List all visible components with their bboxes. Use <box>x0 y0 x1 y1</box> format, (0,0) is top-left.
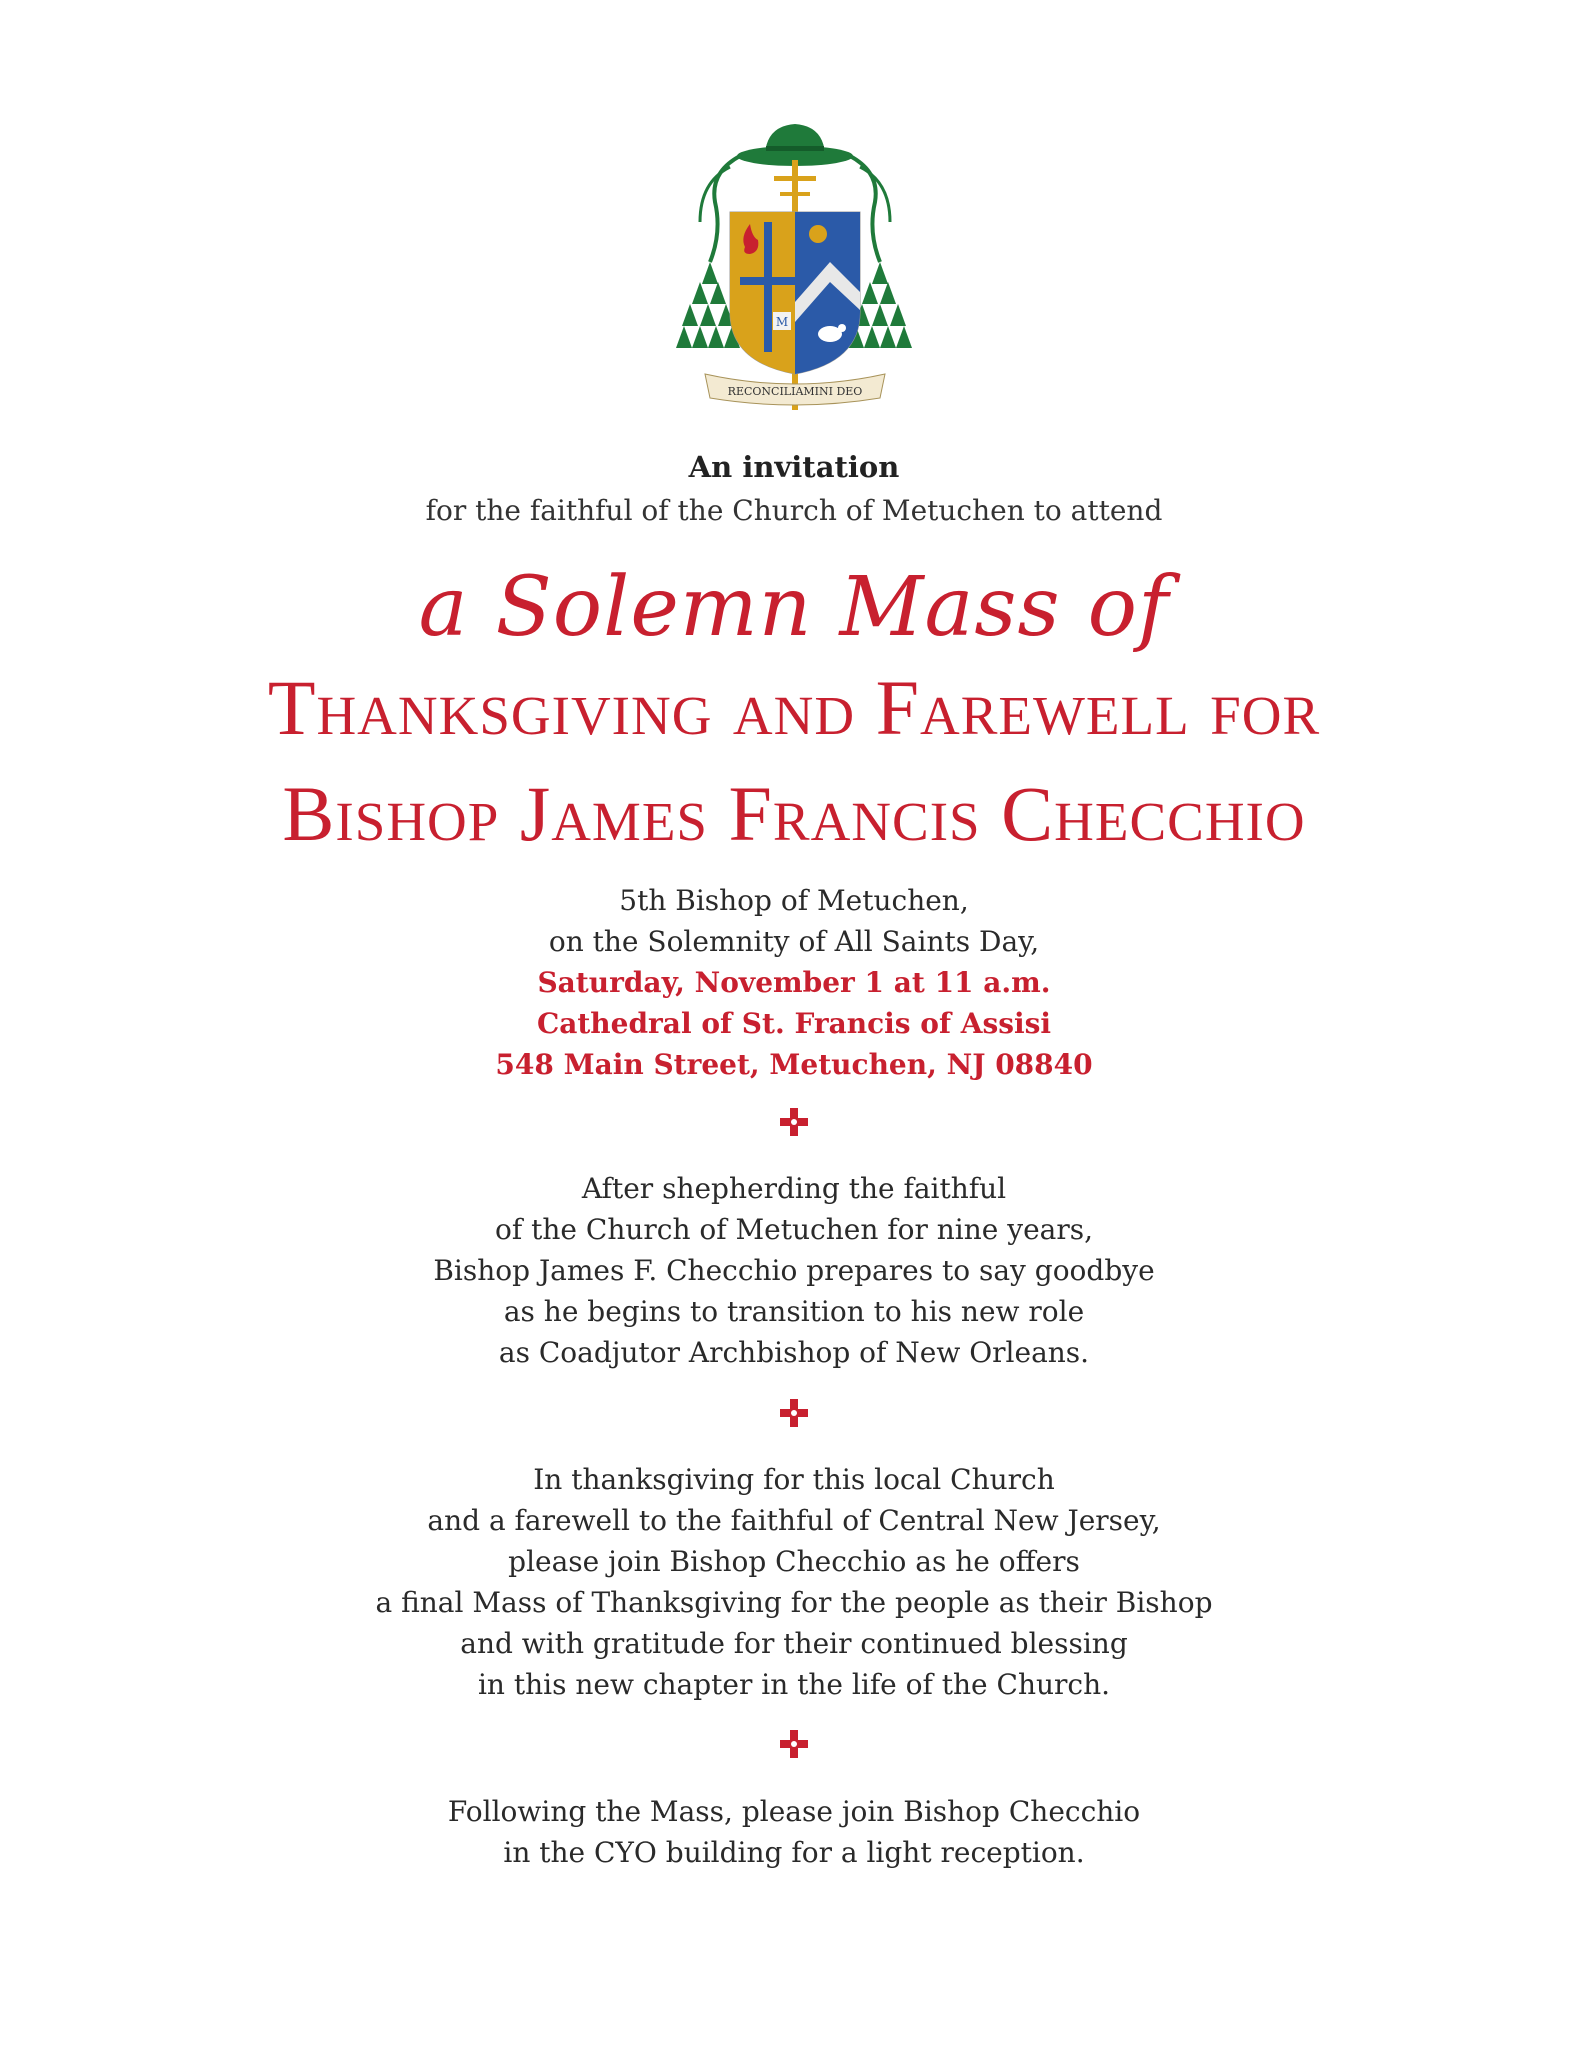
paragraph-line: please join Bishop Checchio as he offers <box>508 1545 1080 1578</box>
event-date-time: Saturday, November 1 at 11 a.m. <box>537 966 1051 999</box>
bishop-title: 5th Bishop of Metuchen, <box>619 884 969 917</box>
red-cross-icon <box>779 1729 809 1759</box>
paragraph-farewell <box>0 1168 1588 1373</box>
paragraph-thanksgiving <box>0 1459 1588 1705</box>
paragraph-line: a final Mass of Thanksgiving for the people as their Bishop <box>375 1586 1213 1619</box>
paragraph-line: as he begins to transition to his new role <box>503 1295 1085 1328</box>
paragraph-line: as Coadjutor Archbishop of New Orleans. <box>498 1336 1090 1369</box>
coat-of-arms-icon <box>670 112 920 412</box>
event-headline <box>0 655 1588 867</box>
intro-subtitle: for the faithful of the Church of Metuchen to attend <box>425 494 1163 527</box>
paragraph-line: of the Church of Metuchen for nine years, <box>495 1213 1093 1246</box>
event-venue: Cathedral of St. Francis of Assisi <box>536 1007 1052 1040</box>
paragraph-line: In thanksgiving for this local Church <box>533 1463 1055 1496</box>
paragraph-line: Following the Mass, please join Bishop Checchio <box>447 1795 1141 1828</box>
paragraph-line: in this new chapter in the life of the Church. <box>477 1668 1111 1701</box>
event-address: 548 Main Street, Metuchen, NJ 08840 <box>495 1048 1093 1081</box>
paragraph-reception <box>0 1791 1588 1873</box>
red-cross-icon <box>779 1107 809 1137</box>
red-cross-icon <box>779 1398 809 1428</box>
svg-text:M: M <box>775 315 789 329</box>
paragraph-line: in the CYO building for a light reception. <box>503 1836 1085 1869</box>
script-heading: a Solemn Mass of <box>418 560 1170 655</box>
intro-title: An invitation <box>688 450 900 484</box>
crest-motto: RECONCILIAMINI DEO <box>727 385 863 398</box>
paragraph-line: After shepherding the faithful <box>581 1172 1007 1205</box>
headline-line-2: Bishop James Francis Checchio <box>282 770 1306 857</box>
paragraph-line: and a farewell to the faithful of Central New Jersey, <box>427 1504 1161 1537</box>
headline-line-1: Thanksgiving and Farewell for <box>267 664 1321 751</box>
event-details <box>0 880 1588 1085</box>
paragraph-line: and with gratitude for their continued blessing <box>460 1627 1128 1660</box>
paragraph-line: Bishop James F. Checchio prepares to say goodbye <box>433 1254 1155 1287</box>
solemnity-line: on the Solemnity of All Saints Day, <box>548 925 1040 958</box>
